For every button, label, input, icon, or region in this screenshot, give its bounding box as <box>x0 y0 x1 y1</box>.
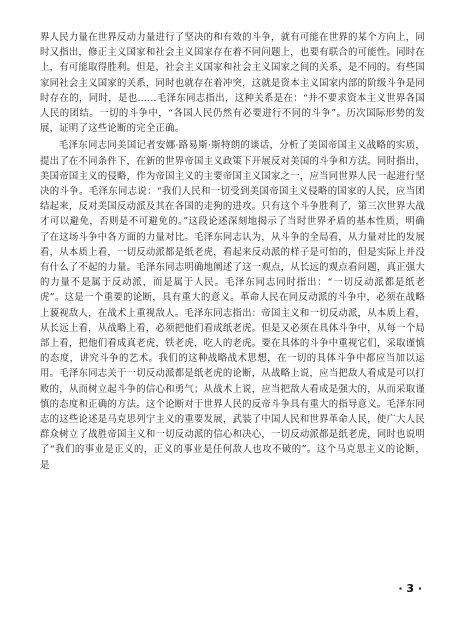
page-number: · 3 · <box>398 582 422 595</box>
paragraph-2: 毛泽东同志同美国记者安娜·路易斯·斯特朗的谈话，分析了美国帝国主义战略的实质，提出了在不同条件下，在新的世界帝国主义政策下开展反对美国的斗争和方法。同时指出，美国帝国主义的侵略，作为帝国主义的主要帝国主义国家之一，应当同世界人民一起进行坚决的斗争。毛泽东同志说：“我们人民和一切受到美国帝国主义侵略的国家的人民，应当团结起来，反对美国反动派及其在各国的走狗的进攻。只有这个斗争胜利了，第三次世界大战才可以避免，否则是不可避免的。”这段论述深刻地揭示了当时世界矛盾的基本性质，明确了在这场斗争中各方面的力量对比。毛泽东同志认为，从斗争的全局看，从力量对比的发展看，从本质上看，一切反动派都是纸老虎，看起来反动派的样子是可怕的，但是实际上并没有什么了不起的力量。毛泽东同志明确地阐述了这一观点，从长远的观点看问题，真正强大的力量不是属于反动派，而是属于人民。毛泽东同志同时指出：“一切反动派都是纸老虎”。这是一个重要的论断，具有重大的意义。革命人民在同反动派的斗争中，必须在战略上藐视敌人，在战术上重视敌人。毛泽东同志指出：帝国主义和一切反动派，从本质上看，从长远上看，从战略上看，必须把他们看成纸老虎。但是又必须在具体斗争中，从每一个局部上看，把他们看成真老虎，铁老虎，吃人的老虎。要在具体的斗争中重视它们，采取谨慎的态度，讲究斗争的艺术。我们的这种战略战术思想，在一切的具体斗争中都应当加以运用。毛泽东同志关于一切反动派都是纸老虎的论断，从战略上说，应当把敌人看成是可以打败的，从而树立起斗争的信心和勇气；从战术上说，应当把敌人看成是强大的，从而采取谨慎的态度和正确的方法。这个论断对于世界人民的反帝斗争具有重大的指导意义。毛泽东同志的这些论述是马克思列宁主义的重要发展，武装了中国人民和世界革命人民，使广大人民群众树立了战胜帝国主义和一切反动派的信心和决心，一切反动派都是纸老虎，同时也说明了“我们的事业是正义的，正义的事业是任何敌人也攻不破的”。这个马克思主义的论断，是 <box>40 140 426 471</box>
paragraph-1: 界人民力量在世界反动力量进行了坚决的和有效的斗争，就有可能在世界的某个方向上，同时又指出，修正主义国家和社会主义国家存在着不同问题上，也要有联合的可能性。同时在上，有可能取得胜利。但是，社会主义国家和社会主义国家之间的关系，是不同的。有些国家同社会主义国家的关系，同时也就存在着冲突，这就是资本主义国家内部的阶级斗争是同时存在的，同时，是也……毛泽东同志指出，这种关系是在：“并不要求资本主义世界各国人民的团结。一切的斗争中，“各国人民仍然有必要进行不同的斗争”。历次国际形势的发展，证明了这些论断的完全正确。 <box>40 32 426 135</box>
body-text <box>40 30 425 473</box>
